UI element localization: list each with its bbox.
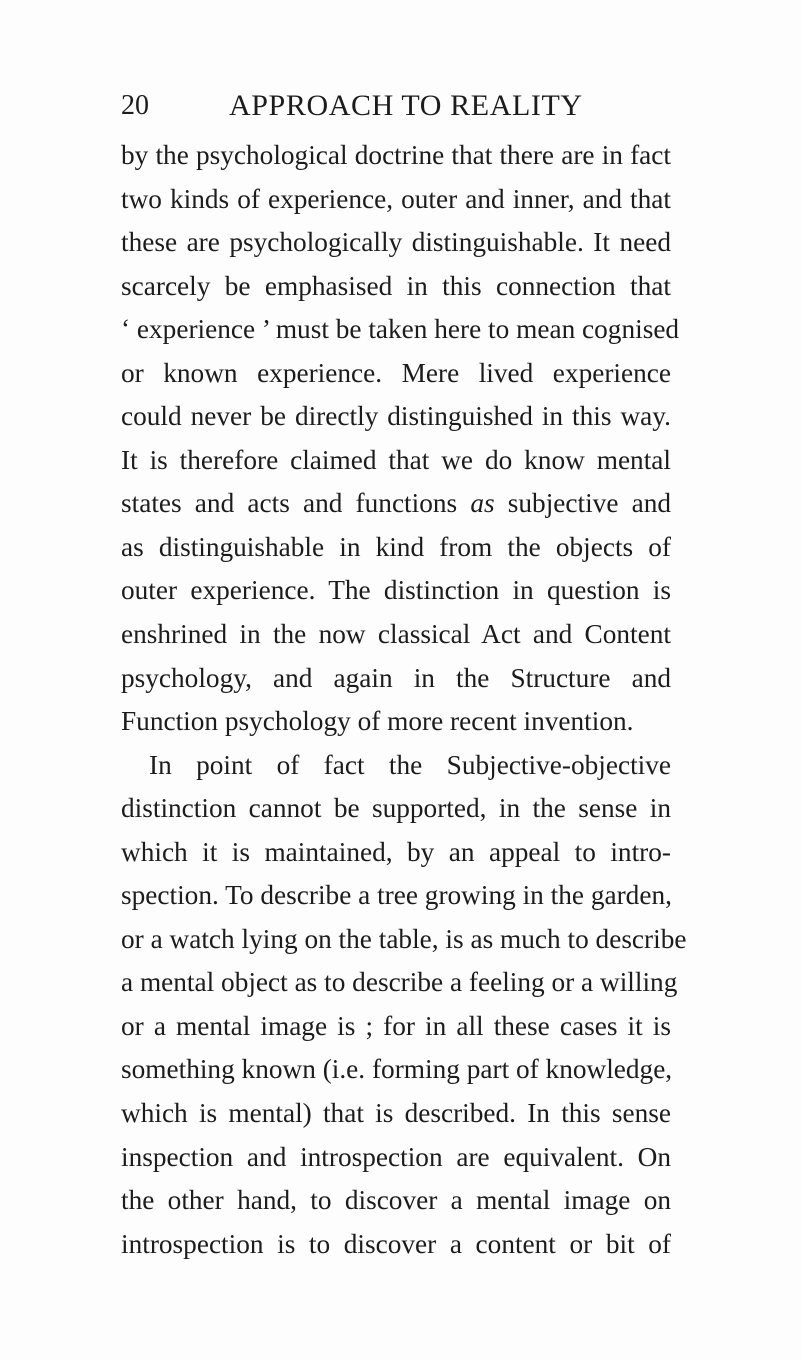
text-line: or a mental image is ; for in all these cases it is bbox=[121, 1010, 671, 1041]
text-segment: states and acts and functions bbox=[121, 488, 458, 519]
text-line: or known experience. Mere lived experience bbox=[121, 357, 671, 388]
text-line: something known (i.e. forming part of knowledge, bbox=[121, 1054, 673, 1085]
text-line: the other hand, to discover a mental image on bbox=[121, 1185, 671, 1216]
text-line: could never be directly distinguished in this way. bbox=[121, 401, 671, 432]
text-line: enshrined in the now classical Act and Content bbox=[121, 619, 671, 650]
body-text bbox=[121, 134, 687, 1266]
text-line: psychology, and again in the Structure and bbox=[121, 662, 671, 693]
text-line: It is therefore claimed that we do know mental bbox=[121, 444, 671, 475]
text-segment: subjective and bbox=[507, 488, 672, 519]
text-line: which is mental) that is described. In this sense bbox=[121, 1098, 671, 1129]
text-line: as distinguishable in kind from the objects of bbox=[121, 531, 671, 562]
text-line: distinction cannot be supported, in the sense in bbox=[121, 793, 671, 824]
running-title: APPROACH TO REALITY bbox=[229, 89, 583, 122]
italic-text: as bbox=[470, 488, 495, 519]
text-line: introspection is to discover a content or bit of bbox=[121, 1228, 671, 1259]
text-line: scarcely be emphasised in this connection that bbox=[121, 270, 671, 301]
running-head bbox=[121, 84, 671, 128]
text-line: two kinds of experience, outer and inner, and that bbox=[121, 183, 671, 214]
text-line: spection. To describe a tree growing in the garden, bbox=[121, 880, 672, 911]
text-line: outer experience. The distinction in question is bbox=[121, 575, 671, 606]
text-line: ‘ experience ’ must be taken here to mean cognised bbox=[121, 314, 680, 345]
text-line: inspection and introspection are equivalent. On bbox=[121, 1141, 671, 1172]
text-line bbox=[121, 482, 671, 526]
text-line: these are psychologically distinguishable. It need bbox=[121, 227, 671, 258]
page-number: 20 bbox=[121, 90, 149, 121]
paragraph-end-line: Function psychology of more recent invention. bbox=[121, 706, 634, 737]
text-line: which it is maintained, by an appeal to intro- bbox=[121, 836, 671, 867]
text-line: or a watch lying on the table, is as much to describe bbox=[121, 923, 687, 954]
text-line: by the psychological doctrine that there are in fact bbox=[121, 140, 671, 170]
paragraph-start-line: In point of fact the Subjective-objective bbox=[149, 749, 671, 780]
text-line: a mental object as to describe a feeling or a willing bbox=[121, 967, 678, 998]
